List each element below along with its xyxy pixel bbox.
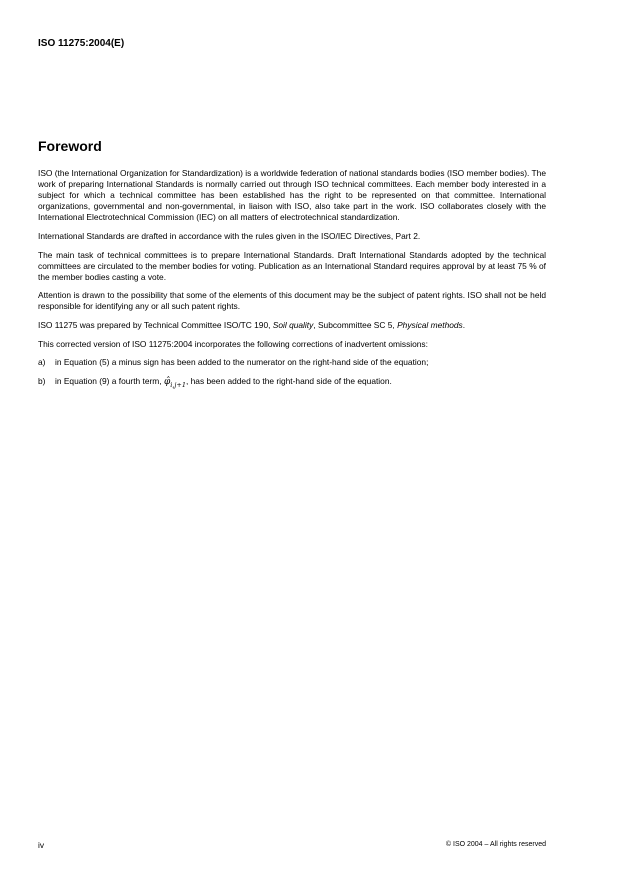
document-id-header: ISO 11275:2004(E): [38, 38, 125, 49]
list-item: [38, 376, 546, 391]
paragraph-technical-committees: The main task of technical committees is to prepare International Standards. Draft International Standards adopted by the technical committees are circulated to the member bodies for voting. Publication as an International Standard requires approval by at least 75 % of the member bodies casting a vote.: [38, 249, 546, 282]
list-item-text-before: in Equation (9) a fourth term,: [55, 375, 164, 386]
committee-name: Soil quality: [272, 320, 314, 331]
math-base: φ̂: [163, 376, 171, 387]
paragraph-prepared-by: [38, 320, 546, 331]
paragraph-corrections-intro: This corrected version of ISO 11275:2004 incorporates the following corrections of inadvertent omissions:: [38, 338, 428, 349]
list-item: [38, 357, 546, 368]
math-subscript: i,j+1: [170, 380, 186, 389]
copyright-notice: © ISO 2004 – All rights reserved: [445, 841, 546, 848]
paragraph-directives: International Standards are drafted in accordance with the rules given in the ISO/IEC Directives, Part 2.: [38, 230, 421, 241]
subcommittee-text: , Subcommittee SC 5,: [313, 320, 398, 331]
prepared-by-text: ISO 11275 was prepared by Technical Committee ISO/TC 190,: [38, 320, 273, 331]
foreword-body: [38, 168, 546, 398]
math-term: [164, 377, 186, 387]
list-marker: b): [38, 375, 46, 386]
paragraph-patent-rights: Attention is drawn to the possibility that some of the elements of this document may be the subject of patent rights. ISO shall not be held responsible for identifying any or all such patent rights.: [38, 290, 546, 312]
list-marker: a): [38, 357, 46, 368]
page-title: Foreword: [38, 138, 102, 154]
list-item-text: in Equation (5) a minus sign has been added to the numerator on the right-hand side of the equation;: [55, 357, 429, 368]
paragraph-iso-federation: ISO (the International Organization for Standardization) is a worldwide federation of national standards bodies (ISO member bodies). The work of preparing International Standards is normally carried out through ISO technical committees. Each member body interested in a subject for which a technical committee has been established has the right to be represented on that committee. International organizations, governmental and non-governmental, in liaison with ISO, also take part in the work. ISO collaborates closely with the International Electrotechnical Commission (IEC) on all matters of electrotechnical standardization.: [38, 168, 546, 223]
subcommittee-name: Physical methods: [397, 320, 463, 331]
list-item-text-after: , has been added to the right-hand side of the equation.: [186, 375, 392, 386]
page-number: iv: [38, 840, 45, 850]
prepared-by-end: .: [462, 320, 466, 331]
